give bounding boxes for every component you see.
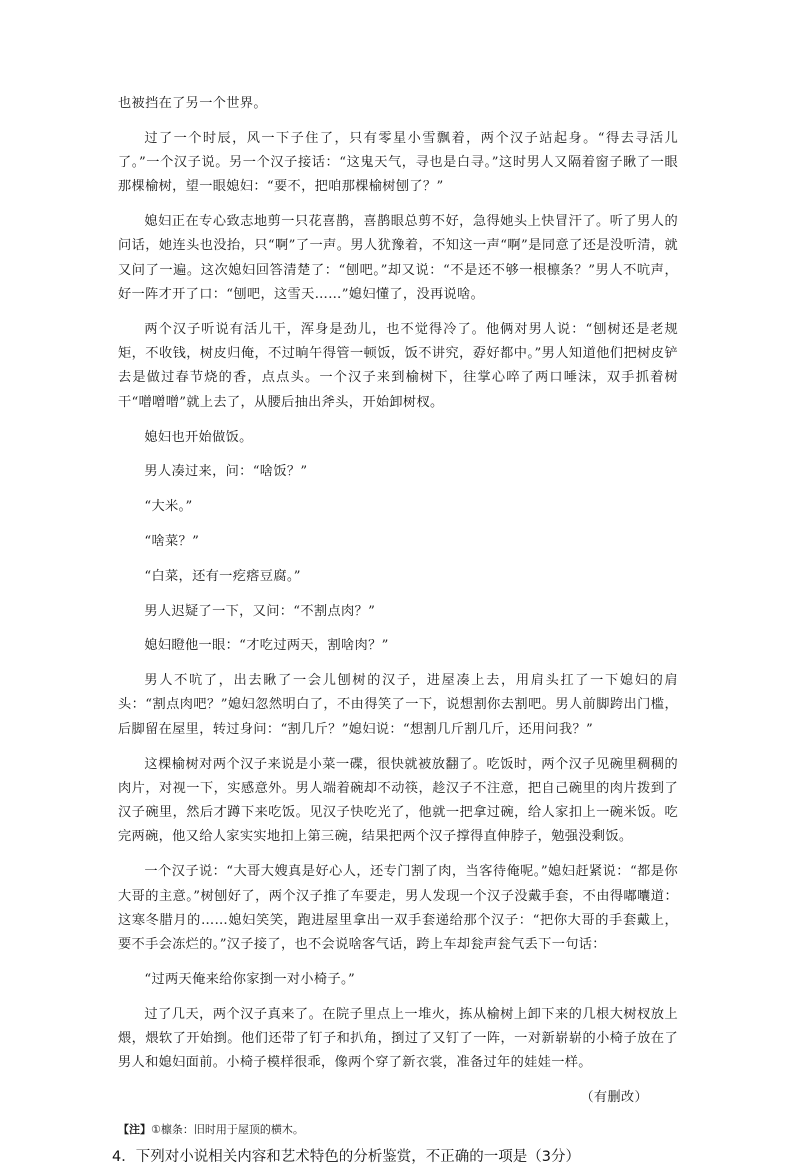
source-note: （有删改） <box>580 1090 648 1106</box>
paragraph: 男人不吭了，出去瞅了一会儿刨树的汉子，进屋凑上去，用肩头扛了一下媳妇的肩头：“割点肉吧？”媳妇忽然明白了，不由得笑了一下，说想割你去割吧。男人前脚跨出门槛，后脚留在屋里，转过身问：“割几斤？”媳妇说：“想割几斤割几斤，还用问我？” <box>118 673 678 737</box>
paragraph: “大米。” <box>144 499 193 515</box>
footnote <box>118 1120 678 1140</box>
paragraph: “啥菜？” <box>144 533 200 549</box>
paragraph: 过了几天，两个汉子真来了。在院子里点上一堆火，拣从榆树上卸下来的几根大树杈放上煨，煨软了开始捯。他们还带了钉子和扒角，捯过了又钉了一阵，一对新崭崭的小椅子放在了男人和媳妇面前。小椅子模样很乖，像两个穿了新衣裳，准备过年的娃娃一样。 <box>118 1006 678 1071</box>
question-4: 4．下列对小说相关内容和艺术特色的分析鉴赏，不正确的一项是（3分） <box>112 1149 580 1166</box>
paragraph: 媳妇也开始做饭。 <box>144 429 253 445</box>
paragraph: “过两天俺来给你家捯一对小椅子。” <box>144 971 356 987</box>
footnote-text: ①檩条：旧时用于屋顶的横木。 <box>151 1123 304 1137</box>
paragraph: 男人凑过来，问：“啥饭？” <box>144 464 308 480</box>
paragraph: 媳妇正在专心致志地剪一只花喜鹊，喜鹊眼总剪不好，急得她头上快冒汗了。听了男人的问话，她连头也没抬，只“啊”了一声。男人犹豫着，不知这一声“啊”是同意了还是没听清，就又问了一遍。这次媳妇回答清楚了：“刨吧。”却又说：“不是还不够一根檩条？”男人不吭声，好一阵才开了口：“刨吧，这雪天……”媳妇懂了，没再说啥。 <box>118 214 678 303</box>
paragraph: 这棵榆树对两个汉子来说是小菜一碟，很快就被放翻了。吃饭时，两个汉子见碗里稠稠的肉片，对视一下，实感意外。男人端着碗却不动筷，趁汉子不注意，把自己碗里的肉片拨到了汉子碗里，然后才蹲下来吃饭。见汉子快吃光了，他就一把拿过碗，给人家扣上一碗米饭。吃完两碗，他又给人家实实地扣上第三碗，结果把两个汉子撑得直伸脖子，勉强没剩饭。 <box>118 756 678 845</box>
paragraph: 媳妇瞪他一眼：“才吃过两天，割啥肉？” <box>144 638 389 654</box>
footnote-label: 【注】 <box>118 1123 151 1137</box>
document-page <box>112 92 678 1168</box>
paragraph: “白菜，还有一疙瘩豆腐。” <box>144 568 301 584</box>
paragraph: 也被挡在了另一个世界。 <box>118 96 267 111</box>
paragraph: 两个汉子听说有活儿干，浑身是劲儿，也不觉得冷了。他俩对男人说：“刨树还是老规矩，不收钱，树皮归俺，不过晌午得管一顿饭，饭不讲究，孬好都中。”男人知道他们把树皮铲去是做过春节烧的香，点点头。一个汉子来到榆树下，往掌心啐了两口唾沫，双手抓着树干“噌噌噌”就上去了，从腰后抽出斧头，开始卸树杈。 <box>118 321 678 410</box>
paragraph: 过了一个时辰，风一下子住了，只有零星小雪飘着，两个汉子站起身。“得去寻活儿了。”一个汉子说。另一个汉子接话：“这鬼天气，寻也是白寻。”这时男人又隔着窗子瞅了一眼那棵榆树，望一眼媳妇：“要不，把咱那棵榆树刨了？” <box>118 130 678 195</box>
story-body <box>118 92 678 1110</box>
paragraph: 一个汉子说：“大哥大嫂真是好心人，还专门割了肉，当客待俺呢。”媳妇赶紧说：“都是你大哥的主意。”树刨好了，两个汉子推了车要走，男人发现一个汉子没戴手套，不由得嘟囔道：这寒冬腊月的……媳妇笑笑，跑进屋里拿出一双手套递给那个汉子：“把你大哥的手套戴上，要不手会冻烂的。”汉子接了，也不会说啥客气话，跨上车却瓮声瓮气丢下一句话： <box>118 864 678 953</box>
paragraph: 男人迟疑了一下，又问：“不割点肉？” <box>144 603 376 619</box>
